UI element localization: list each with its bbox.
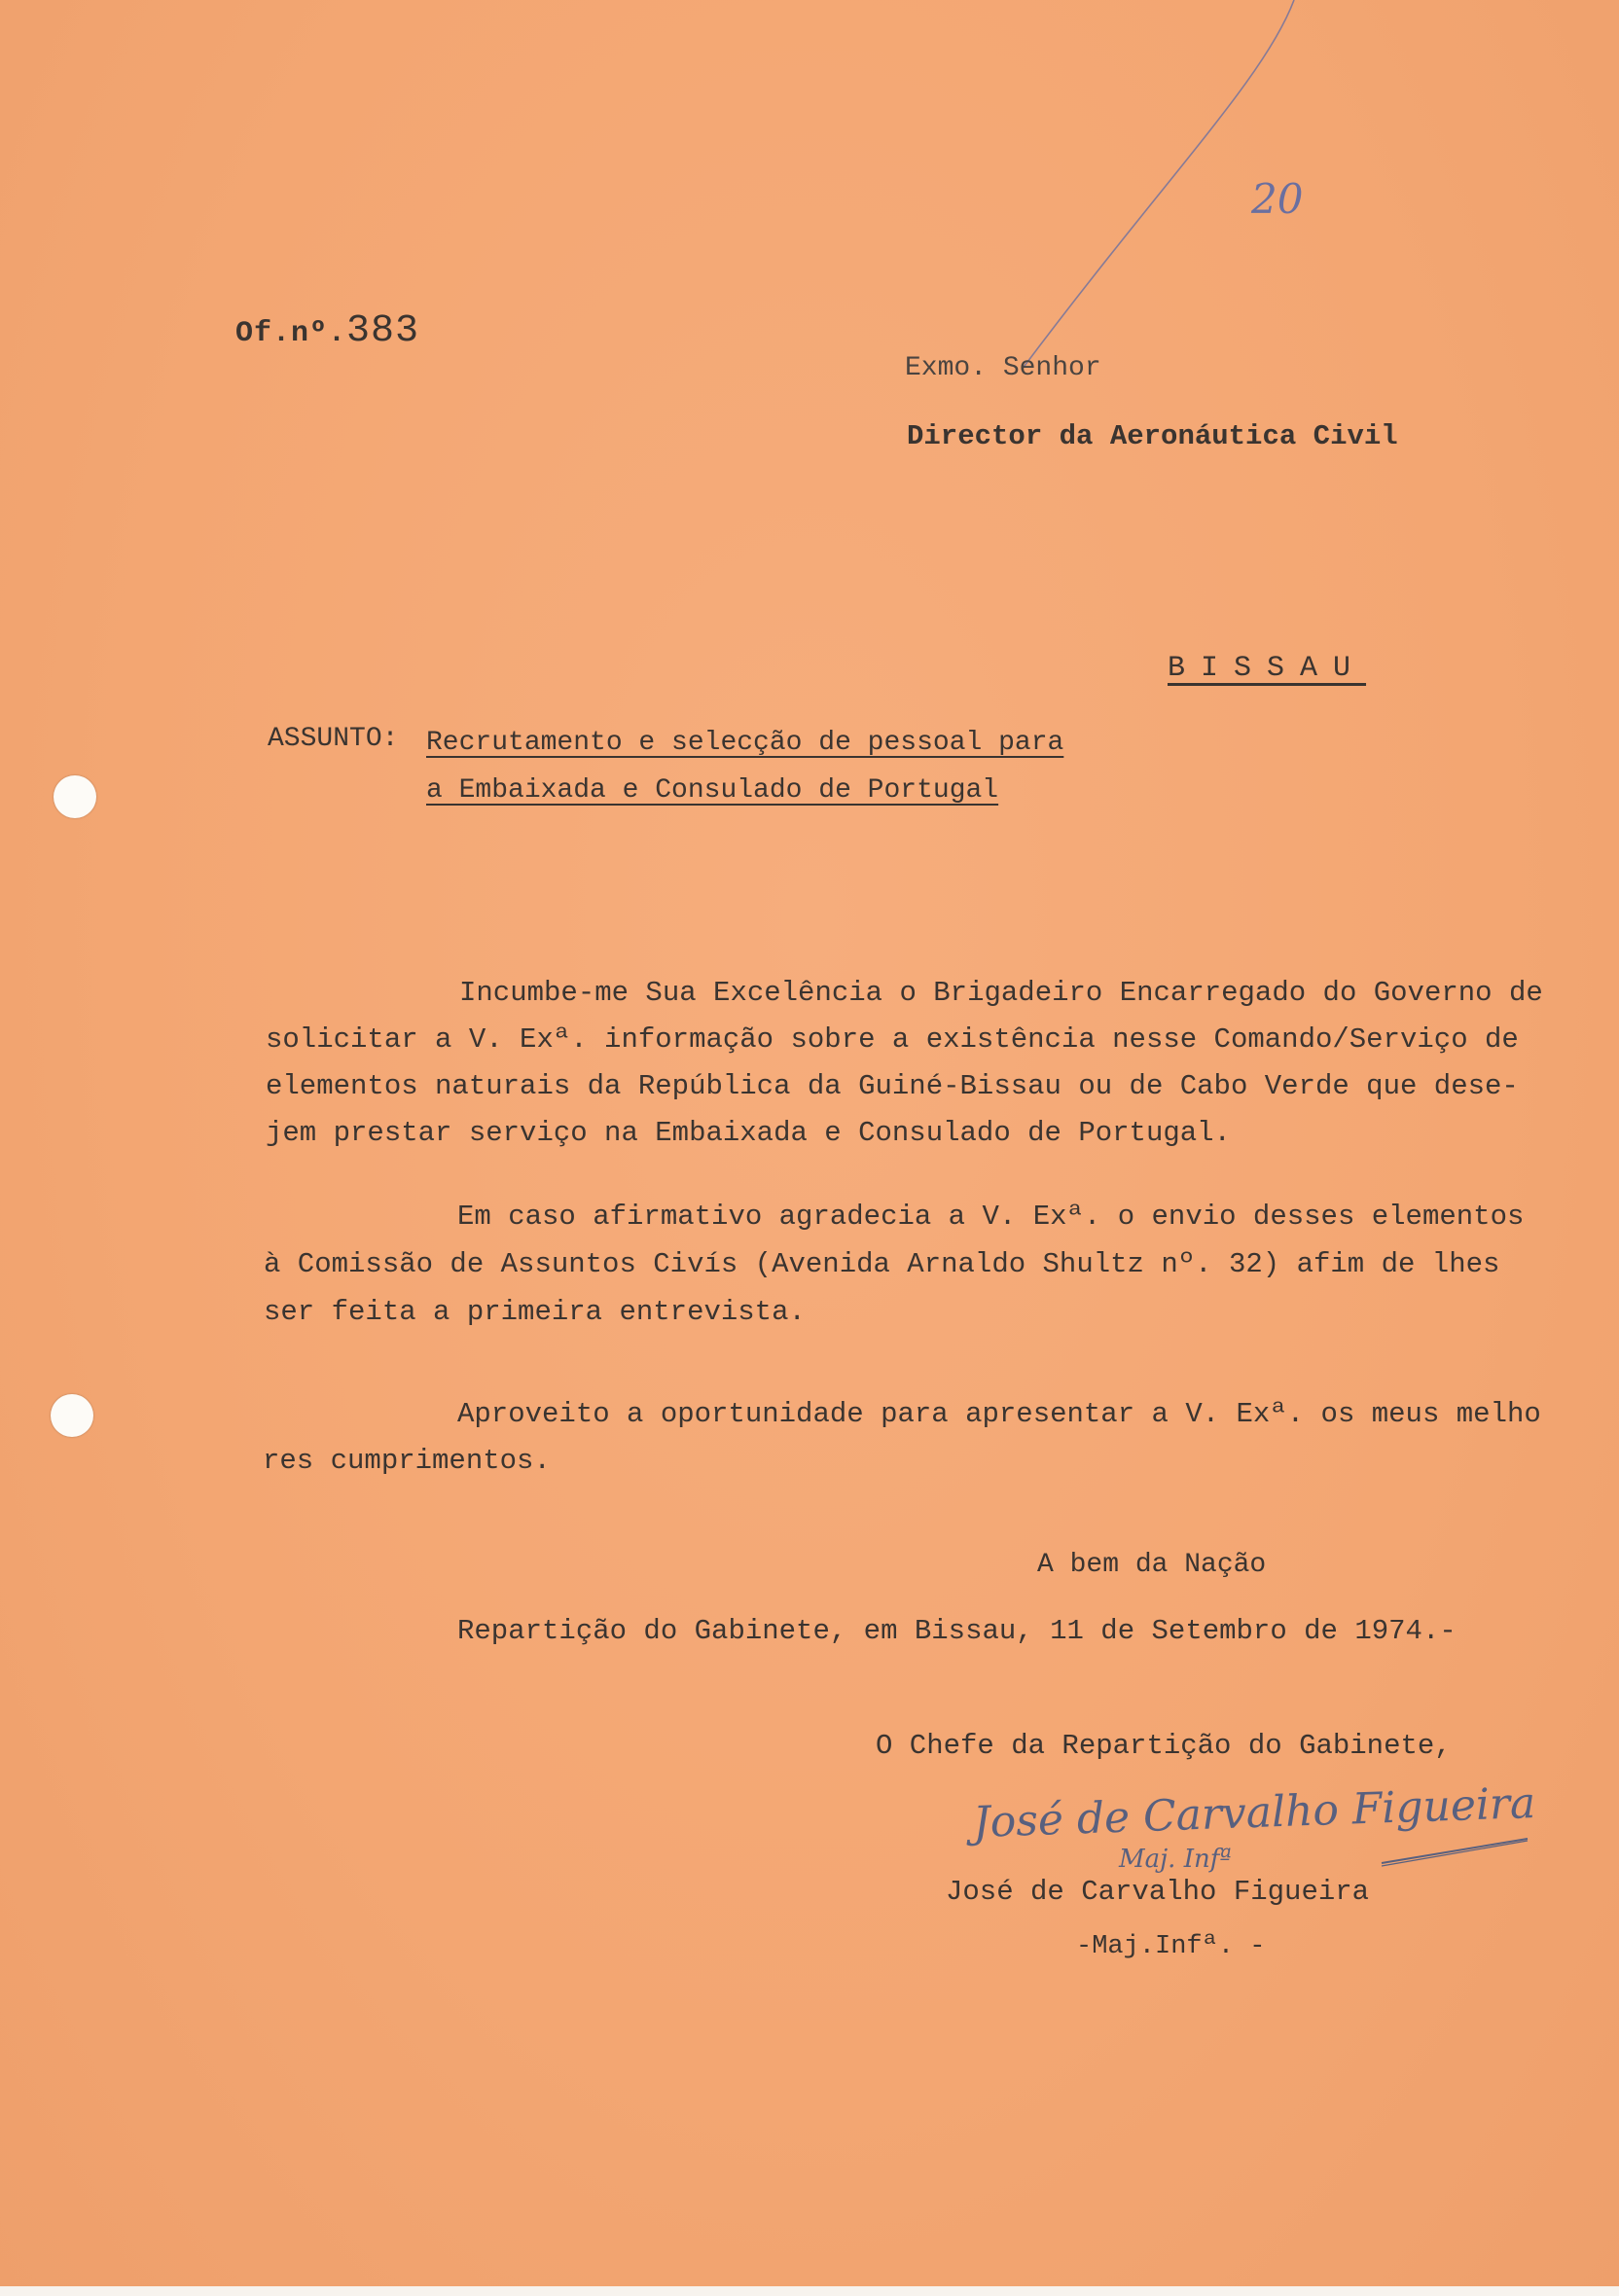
body-line: res cumprimentos. (263, 1445, 551, 1477)
scan-edge (0, 2286, 1619, 2296)
closing-formula: A bem da Nação (1037, 1550, 1267, 1580)
reference-prefix: Of.nº. (235, 317, 347, 350)
signatory-title: O Chefe da Repartição do Gabinete, (876, 1730, 1452, 1762)
subject-label: ASSUNTO: (268, 724, 399, 754)
body-line: Incumbe-me Sua Excelência o Brigadeiro Encarregado do Governo de (459, 977, 1543, 1009)
city: BISSAU (1168, 652, 1367, 685)
reference-number (235, 309, 419, 353)
salutation: Exmo. Senhor (905, 353, 1101, 383)
handwritten-signature-rank: Maj. Infª (1119, 1845, 1232, 1874)
dateline: Repartição do Gabinete, em Bissau, 11 de Setembro de 1974.- (457, 1615, 1457, 1647)
handwritten-folio-number: 20 (1251, 175, 1304, 223)
subject-line: a Embaixada e Consulado de Portugal (426, 775, 999, 806)
body-line: ser feita a primeira entrevista. (264, 1296, 806, 1328)
addressee: Director da Aeronáutica Civil (907, 420, 1398, 452)
body-line: elementos naturais da República da Guiné-Bissau ou de Cabo Verde que dese- (266, 1070, 1519, 1102)
body-line: solicitar a V. Exª. informação sobre a existência nesse Comando/Serviço de (266, 1023, 1519, 1056)
body-line: à Comissão de Assuntos Civís (Avenida Arnaldo Shultz nº. 32) afim de lhes (264, 1248, 1500, 1280)
body-line: jem prestar serviço na Embaixada e Consulado de Portugal. (266, 1117, 1231, 1149)
signatory-rank: -Maj.Infª. - (1076, 1932, 1266, 1961)
signatory-name: José de Carvalho Figueira (946, 1876, 1370, 1908)
punch-hole (51, 1394, 93, 1437)
body-line: Aproveito a oportunidade para apresentar a V. Exª. os meus melho (457, 1398, 1541, 1430)
subject-line: Recrutamento e selecção de pessoal para (426, 728, 1064, 758)
handwritten-signature: José de Carvalho Figueira (972, 1777, 1537, 1848)
reference-number-value: 383 (346, 309, 420, 353)
body-line: Em caso afirmativo agradecia a V. Exª. o envio desses elementos (457, 1201, 1525, 1233)
punch-hole (54, 775, 96, 818)
